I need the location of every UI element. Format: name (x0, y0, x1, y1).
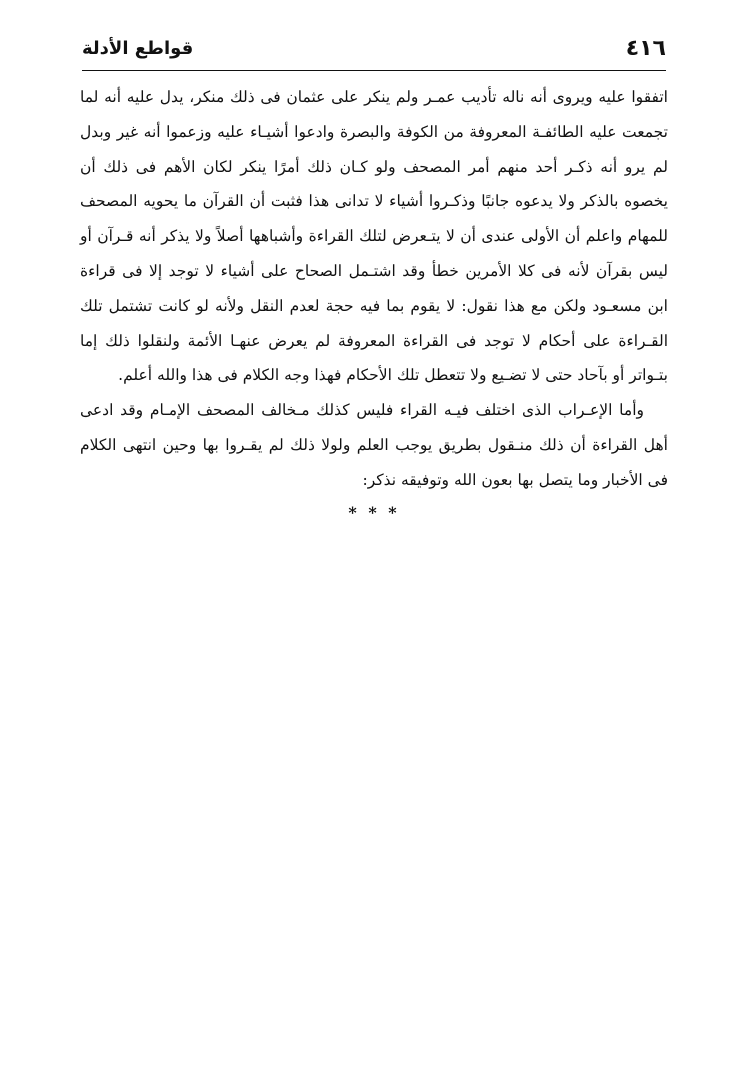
section-separator: * * * (348, 502, 400, 522)
page-body (80, 80, 668, 528)
paragraph-2: وأما الإعـراب الذى اختلف فيـه القراء فليس كذلك مـخالف المصحف الإمـام وقد ادعى أهل القراءة أن ذلك منـقول بطريق يوجب العلم ولولا ذلك لم يقـروا بها وحين انتهى الكلام فى الأخبار وما يتصل بها بعون الله وتوفيقه نذكر: (80, 401, 668, 489)
running-title: قواطع الأدلة (82, 38, 194, 59)
page-header (82, 32, 666, 71)
paragraph-1: اتفقوا عليه ويروى أنه ناله تأديب عمـر ولم ينكر على عثمان فى ذلك منكر، يدل عليه أنه لما تجمعت عليه الطائفـة المعروفة من الكوفة والبصرة وادعوا أشيـاء عليه وزعموا أنه غير وبدل لم يرو أنه ذكـر أحد منهم أمر المصحف ولو كـان ذلك أمرًا ينكر لكان الأهم فى ذلك أن يخصوه بالذكر ولا يدعوه جانبًا وذكـروا أشياء لا تدانى هذا فثبت أن القرآن ما يحويه المصحف للمهام واعلم أن الأولى عندى أن لا يتـعرض لتلك القراءة وأشباهها أصلاً ولا يذكر أنه قـرآن أو ليس بقرآن لأنه فى كلا الأمرين خطأ وقد اشتـمل الصحاح على أشياء لا توجد إلا فى قراءة ابن مسعـود ولكن مع هذا نقول: لا يقوم بما فيه حجة لعدم النقل ولأنه لو كانت تشتمل تلك القـراءة على أحكام لا توجد فى القراءة المعروفة لم يعرض عنهـا الأئمة ولنقلوا ذلك إما بتـواتر أو بآحاد حتى لا تضـيع ولا تتعطل تلك الأحكام فهذا وجه الكلام فى هذا والله أعلم. (80, 88, 668, 385)
page-number: ٤١٦ (625, 36, 666, 61)
